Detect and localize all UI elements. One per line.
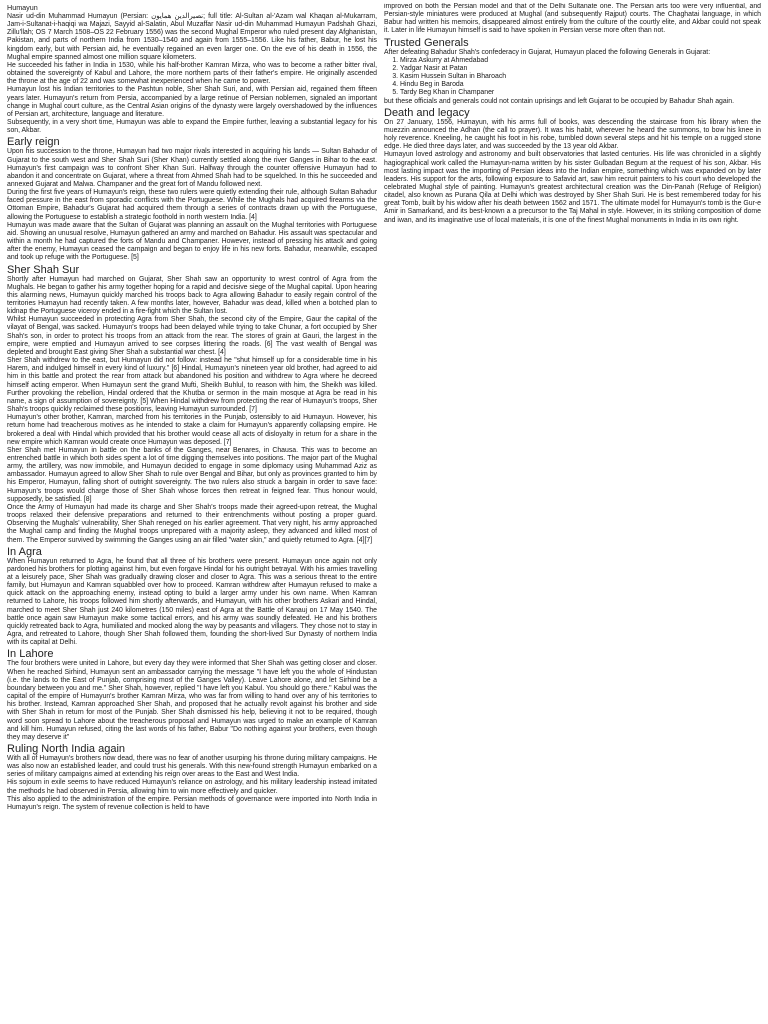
article-title: Humayun — [7, 3, 38, 12]
list-item: 2. Yadgar Nasir at Patan — [400, 65, 761, 73]
body-paragraph: Upon his succession to the throne, Humayun had two major rivals interested in acquiring his lands — Sultan Bahadur of Gujarat to the south west and Sher Shah Suri (Sher Khan) currently settled along the river Ganges in Bihar to the east. Humayun's first campaign was to confront Sher Khan Suri. Halfway through the counter offensive Humayun had to abandon it and concentrate on Gujarat, where a threat from Ahmed Shah had to be squelched. In this he succeeded and annexed Gujarat and Malwa. Champaner and the great fort of Mandu followed next. — [7, 148, 377, 188]
section-heading: Death and legacy — [384, 106, 470, 119]
body-paragraph: Once the Army of Humayun had made its charge and Sher Shah's troops made their agreed-upon retreat, the Mughal troops relaxed their defensive preparations and returned to their entrenchments without posting a proper guard. Observing the Mughals' vulnerability, Sher Shah reneged on his earlier agreement. That very night, his army approached the Mughal camp and finding the Mughal troops unprepared with a majority asleep, they advanced and killed most of them. The Emperor survived by swimming the Ganges using an air filled "water skin," and quietly returned to Agra. [4][7] — [7, 503, 377, 544]
section-heading: In Agra — [7, 545, 42, 558]
body-paragraph: Humayun was made aware that the Sultan of Gujarat was planning an assault on the Mughal territories with Portuguese aid. Showing an unusual resolve, Humayun gathered an army and marched on Bahadur. His assault was spectacular and within a month he had captured the forts of Mandu and Champaner. However, instead of pressing his attack and going after the enemy, Humayun ceased the campaign and began to enjoy life in his new forts. Bahadur, meanwhile, escaped and took up refuge with the Portuguese. [5] — [7, 221, 377, 262]
section-heading: Ruling North India again — [7, 742, 126, 755]
body-paragraph: On 27 January, 1556, Humayun, with his arms full of books, was descending the staircase from his library when the muezzin announced the Adhan (the call to prayer). It was his habit, wherever he heard the summons, to bow his knee in holy reverence. Kneeling, he caught his foot in his robe, tumbled down several steps and hit his temple on a rugged stone edge. He died three days later, and was succeeded by the 13 year old Akbar. — [384, 118, 761, 151]
body-paragraph: The four brothers were united in Lahore, but every day they were informed that Sher Shah was getting closer and closer. When he reached Sirhind, Humayun sent an ambassador carrying the message "I have left you the whole of Hindustan (i.e. the lands to the East of Punjab, comprising most of the Ganges Valley). Leave Lahore alone, and let Sirhind be a boundary between you and me." Sher Shah, however, replied "I have left you Kabul. You should go there." Kabul was the capital of the empire of Humayun's brother Kamran Mirza, who was far from willing to hand over any of his territories to his brother. Instead, Kamran approached Sher Shah, and proposed that he actually revolt against his brother and side with Sher Shah in return for most of the Punjab. Sher Shah dismissed his help, believing it not to be required, though word soon spread to Lahore about the treacherous proposal and Humayun was urged to make an example of Kamran and kill him. Humayun refused, citing the last words of his father, Babur "Do nothing against your brothers, even though they may deserve it" — [7, 660, 377, 741]
body-paragraph: Sher Shah met Humayun in battle on the banks of the Ganges, near Benares, in Chausa. This was to become an entrenched battle in which both sides spent a lot of time digging themselves into positions. The major part of the Mughal army, the artillery, was now immobile, and Humayun decided to engage in some diplomacy using Muhammad Aziz as ambassador. Humayun agreed to allow Sher Shah to rule over Bengal and Bihar, but only as provinces granted to him by his Emperor, Humayun, falling short of outright sovereignty. The two rulers also struck a bargain in order to save face: Humayun's troops would charge those of Sher Shah whose forces then retreat in feigned fear. Thus honour would, supposedly, be satisfied. [8] — [7, 446, 377, 503]
right-column — [384, 3, 761, 325]
list-item: 4. Hindu Beg in Baroda — [400, 81, 761, 89]
section-heading: Early reign — [7, 136, 60, 149]
article-page — [7, 3, 763, 1021]
list-item: 5. Tardy Beg Khan in Champaner — [400, 89, 761, 97]
body-paragraph: After defeating Bahadur Shah's confederacy in Gujarat, Humayun placed the following Generals in Gujarat: — [384, 48, 711, 56]
right-column-flow — [384, 3, 761, 225]
left-column — [7, 3, 377, 1021]
body-paragraph: This also applied to the administration of the empire. Persian methods of governance were imported into North India in Humayun's reign. The system of revenue collection is held to have — [7, 795, 377, 811]
body-paragraph: With all of Humayun's brothers now dead, there was no fear of another usurping his throne during military campaigns. He was also now an established leader, and could trust his generals. With this new-found strength Humayun embarked on a series of military campaigns aimed at extending his reign over areas to the East and West India. — [7, 754, 377, 779]
body-paragraph: He succeeded his father in India in 1530, while his half-brother Kamran Mirza, who was to become a rather bitter rival, obtained the sovereignty of Kabul and Lahore, the more northern parts of their father's empire. He originally ascended the throne at the age of 22 and was somewhat inexperienced when he came to power. — [7, 61, 377, 86]
body-paragraph: but these officials and generals could not contain uprisings and left Gujarat to be occupied by Bahadur Shah again. — [384, 97, 734, 105]
section-heading: Trusted Generals — [384, 36, 469, 49]
body-paragraph: When Humayun returned to Agra, he found that all three of his brothers were present. Humayun once again not only pardoned his brothers for plotting against him, but even forgave Hindal for his outright betrayal. With his armies travelling at a leisurely pace, Sher Shah was gradually drawing closer and closer to Agra. This was a serious threat to the entire family, but Humayun and Kamran squabbled over how to proceed. Kamran withdrew after Humayun refused to make a quick attack on the approaching enemy, instead opting to build a larger army under his own name. When Kamran returned to Lahore, his troops followed him shortly afterwards, and Humayun, with his other brothers Askari and Hindal, marched to meet Sher Shah just 240 kilometres (150 miles) east of Agra at the Battle of Kanauj on 17 May 1540. The battle once again saw Humayun make some tactical errors, and his army was soundly defeated. He and his brothers quickly retreated back to Agra, humiliated and mocked along the way by peasants and villagers. They chose not to stay in Agra, and retreated to Lahore, though Sher Shah followed them, founding the short-lived Sur Dynasty of northern India with its capital at Delhi. — [7, 557, 377, 647]
body-paragraph: Subsequently, in a very short time, Humayun was able to expand the Empire further, leaving a substantial legacy for his son, Akbar. — [7, 119, 377, 135]
body-paragraph: Shortly after Humayun had marched on Gujarat, Sher Shah saw an opportunity to wrest control of Agra from the Mughals. He began to gather his army together hoping for a rapid and decisive siege of the Mughal capital. Upon hearing this alarming news, Humayun quickly marched his troops back to Agra allowing Bahadur to easily regain control of the territories Humayun had recently taken. A few months later, however, Bahadur was dead, killed when a botched plan to kidnap the Portuguese viceroy ended in a fire-fight which the Sultan lost. — [7, 275, 377, 316]
body-paragraph: Nasir ud-din Muhammad Humayun (Persian: نصیرالدین همایون‎; full title: Al-Sultan al-'Azam wal Khaqan al-Mukarram, Jam-i-Sultanat-i-haqiqi wa Majazi, Sayyid al-Salatin, Abul Muzaffar Nasir ud-din Muhammad Humayun Padshah Ghazi, Zillu'llah; OS 7 March 1508–OS 22 February 1556) was the second Mughal Emperor who ruled present day Afghanistan, Pakistan, and parts of northern India from 1530–1540 and again from 1555–1556. Like his father, Babur, he lost his kingdom early, but with Persian aid, he eventually regained an even larger one. On the eve of his death in 1556, the Mughal empire spanned almost one million square kilometers. — [7, 13, 377, 61]
section-heading: In Lahore — [7, 648, 54, 661]
body-paragraph: Sher Shah withdrew to the east, but Humayun did not follow: instead he "shut himself up for a considerable time in his Harem, and indulged himself in every kind of luxury." [6] Hindal, Humayun's nineteen year old brother, had agreed to aid him in this battle and protect the rear from attack but abandoned his position and withdrew to Agra where he decreed himself acting emperor. When Humayun sent the grand Mufti, Sheikh Buhlul, to reason with him, the Sheikh was killed. Further provoking the rebellion, Hindal ordered that the Khutba or sermon in the main mosque at Agra be read in his name, a sign of assumption of sovereignty. [5] When Hindal withdrew from protecting the rear of Humayun's troops, Sher Shah's troops quickly reclaimed these positions, leaving Humayun surrounded. [7] — [7, 357, 377, 414]
body-paragraph: During the first five years of Humayun's reign, these two rulers were quietly extending their rule, although Sultan Bahadur faced pressure in the east from sporadic conflicts with the Portuguese. While the Mughals had acquired firearms via the Ottoman Empire, Bahadur's Gujarat had acquired them through a series of contracts drawn up with the Portuguese, allowing the Portuguese to establish a strategic foothold in north western India. [4] — [7, 189, 377, 221]
body-paragraph: Humayun loved astrology and astronomy and built observatories that lasted centuries. His life was chronicled in a slightly hagiographical work called the Humayun-nama written by his sister Gulbadan Begum at the request of his son, Akbar. His most lasting impact was the importing of Persian ideas into the Indian empire, something which was expanded on by later leaders. His support for the arts, following exposure to Safavid art, saw him recruit painters to his court who developed the celebrated Mughal style of painting. Humayun's greatest architectural creation was the Din-Panah (Refuge of Religion) citadel, also known as Purana Qila at Delhi which was destroyed by Sher Shah Suri. He is best remembered today for his great Tomb, built by his widow after his death between 1562 and 1571. The ultimate model for Humayun's tomb is the Gur-e Amir in Samarkand, and its best-known a a precursor to the Taj Mahal in style. However, in its striking composition of dome and iwan, and its imaginative use of local materials, it is one of the finest Mughal monuments in India in its own right. — [384, 151, 761, 224]
list-item: 1. Mirza Askurry at Ahmedabad — [400, 57, 761, 65]
body-paragraph: Humayun's other brother, Kamran, marched from his territories in the Punjab, ostensibly to aid Humayun. However, his return home had treacherous motives as he intended to stake a claim for Humayun's apparently collapsing empire. He brokered a deal with Hindal which provided that his brother would cease all acts of disloyalty in return for a share in the new empire which Kamran would create once Humayun was deposed. [7] — [7, 414, 377, 446]
body-paragraph: Humayun lost his Indian territories to the Pashtun noble, Sher Shah Suri, and, with Persian aid, regained them fifteen years later. Humayun's return from Persia, accompanied by a large retinue of Persian noblemen, signaled an important change in Mughal court culture, as the Central Asian origins of the dynasty were largely overshadowed by the influences of Persian art, architecture, language and literature. — [7, 86, 377, 118]
body-paragraph: improved on both the Persian model and that of the Delhi Sultanate one. The Persian arts too were very influential, and Persian-style miniatures were produced at Mughal (and subsequently Rajput) courts. The Chaghatai language, in which Babur had written his memoirs, disappeared almost entirely from the culture of the courtly elite, and Akbar could not speak it. Later in life Humayun himself is said to have spoken in Persian verse more often than not. — [384, 3, 761, 35]
section-heading: Sher Shah Sur — [7, 263, 80, 276]
list-item: 3. Kasim Hussein Sultan in Bharoach — [400, 73, 761, 81]
body-paragraph: His sojourn in exile seems to have reduced Humayun's reliance on astrology, and his military leadership instead imitated the methods he had observed in Persia, allowing him to win more effectively and quicker. — [7, 779, 377, 795]
left-column-flow — [7, 13, 377, 812]
body-paragraph: Whilst Humayun succeeded in protecting Agra from Sher Shah, the second city of the Empire, Gaur the capital of the vilayat of Bengal, was sacked. Humayun's troops had been delayed while trying to take Chunar, a fort occupied by Sher Shah's son, in order to protect his troops from an attack from the rear. The stores of grain at Gauri, the largest in the empire, were emptied and Humayun arrived to see corpses littering the roads. [6] The vast wealth of Bengal was depleted and brought East giving Sher Shah a substantial war chest. [4] — [7, 316, 377, 356]
generals-list — [384, 57, 761, 98]
